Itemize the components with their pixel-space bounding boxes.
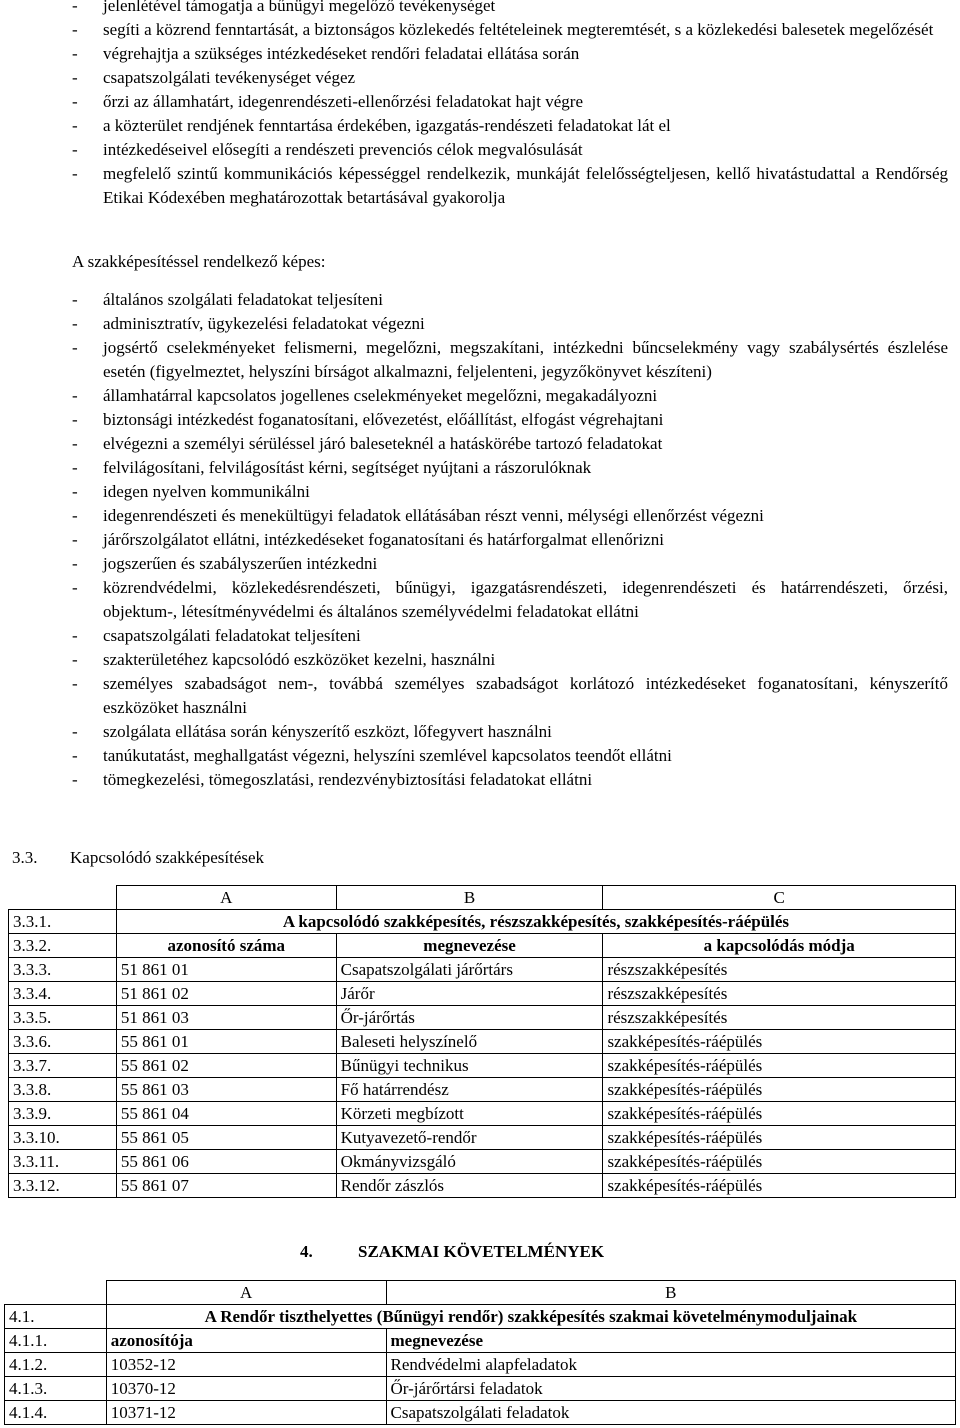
table-row: [9, 1078, 956, 1102]
column-letter-b: B: [386, 1281, 956, 1305]
list-item: - járőrszolgálatot ellátni, intézkedéseket foganatosítani és határforgalmat ellenőrizni: [72, 530, 664, 549]
row-number: 3.3.12.: [9, 1174, 117, 1198]
list-item: - végrehajtja a szükséges intézkedéseket rendőri feladatai ellátása során: [72, 44, 580, 63]
qualification-name: Őr-járőrtás: [336, 1006, 603, 1030]
module-id: 10352-12: [106, 1353, 386, 1377]
qualification-name: Fő határrendész: [336, 1078, 603, 1102]
module-name: Őr-járőrtársi feladatok: [386, 1377, 956, 1401]
list-item: - tanúkutatást, meghallgatást végezni, helyszíni szemlével kapcsolatos teendőt ellátni: [72, 746, 672, 765]
list-item: - csapatszolgálati tevékenységet végez: [72, 68, 356, 87]
list-item: - segíti a közrend fenntartását, a biztonságos közlekedés feltételeinek megteremtését, s a közlekedési balesetek megelőzését: [72, 20, 934, 39]
row-number: 4.1.3.: [5, 1377, 107, 1401]
qualification-id: 55 861 02: [116, 1054, 336, 1078]
section-number: 3.3.: [12, 848, 38, 867]
row-number: 3.3.7.: [9, 1054, 117, 1078]
table-row: [9, 1174, 956, 1198]
duties-list: [72, 0, 948, 210]
table-row: [5, 1353, 956, 1377]
table-title-row: [5, 1305, 956, 1329]
qualification-id: 55 861 01: [116, 1030, 336, 1054]
qualification-name: Okmányvizsgáló: [336, 1150, 603, 1174]
qualification-name: Baleseti helyszínelő: [336, 1030, 603, 1054]
list-item: - államhatárral kapcsolatos jogellenes cselekményeket megelőzni, megakadályozni: [72, 386, 658, 405]
section-title: Kapcsolódó szakképesítések: [70, 848, 265, 867]
capabilities-intro: A szakképesítéssel rendelkező képes:: [72, 252, 326, 271]
related-qualifications-table: [8, 885, 956, 1198]
table-row: [5, 1401, 956, 1425]
table-row: [9, 1006, 956, 1030]
table-title-row: [9, 910, 956, 934]
qualification-name: Körzeti megbízott: [336, 1102, 603, 1126]
table-row: [9, 958, 956, 982]
section-heading-4: [300, 1240, 604, 1264]
column-letter-a: A: [116, 886, 336, 910]
row-number: 3.3.9.: [9, 1102, 117, 1126]
module-requirements-table: [4, 1280, 956, 1425]
row-number: 4.1.: [5, 1305, 107, 1329]
row-number: 3.3.2.: [9, 934, 117, 958]
table-column-letters: [5, 1281, 956, 1305]
row-number: 3.3.8.: [9, 1078, 117, 1102]
column-header: azonosító száma: [116, 934, 336, 958]
table-row: [9, 1102, 956, 1126]
row-number: 3.3.4.: [9, 982, 117, 1006]
qualification-type: szakképesítés-ráépülés: [603, 1030, 956, 1054]
list-item: - idegen nyelven kommunikálni: [72, 482, 310, 501]
list-item: - tömegkezelési, tömegoszlatási, rendezvénybiztosítási feladatokat ellátni: [72, 770, 593, 789]
qualification-type: részszakképesítés: [603, 958, 956, 982]
qualification-id: 55 861 05: [116, 1126, 336, 1150]
row-number: 4.1.2.: [5, 1353, 107, 1377]
column-letter-b: B: [336, 886, 603, 910]
column-header: megnevezése: [386, 1329, 956, 1353]
list-item: - csapatszolgálati feladatokat teljesíteni: [72, 626, 361, 645]
table-cell: [9, 886, 117, 910]
row-number: 3.3.1.: [9, 910, 117, 934]
table-title: A Rendőr tiszthelyettes (Bűnügyi rendőr) szakképesítés szakmai követelménymoduljainak: [106, 1305, 955, 1329]
qualification-type: szakképesítés-ráépülés: [603, 1150, 956, 1174]
qualification-type: részszakképesítés: [603, 1006, 956, 1030]
row-number: 4.1.4.: [5, 1401, 107, 1425]
qualification-name: Bűnügyi technikus: [336, 1054, 603, 1078]
list-item: - elvégezni a személyi sérüléssel járó baleseteknél a hatáskörébe tartozó feladatokat: [72, 434, 663, 453]
list-item: - szakterületéhez kapcsolódó eszközöket kezelni, használni: [72, 650, 496, 669]
qualification-type: szakképesítés-ráépülés: [603, 1174, 956, 1198]
column-letter-a: A: [106, 1281, 386, 1305]
qualification-id: 51 861 02: [116, 982, 336, 1006]
table-row: [9, 1054, 956, 1078]
row-number: 4.1.1.: [5, 1329, 107, 1353]
qualification-name: Kutyavezető-rendőr: [336, 1126, 603, 1150]
row-number: 3.3.10.: [9, 1126, 117, 1150]
qualification-id: 55 861 06: [116, 1150, 336, 1174]
table-row: [9, 1030, 956, 1054]
capabilities-list: [72, 288, 948, 792]
row-number: 3.3.5.: [9, 1006, 117, 1030]
list-item: - közrendvédelmi, közlekedésrendészeti, bűnügyi, igazgatásrendészeti, idegenrendészeti és határrendészeti, őrzési, objektum-, létesítményvédelmi és általános személyvédelmi feladatokat ellátni: [72, 578, 948, 621]
list-item: - jogsértő cselekményeket felismerni, megelőzni, megszakítani, intézkedni bűncselekmény vagy szabálysértés észlelése esetén (figyelmeztet, helyszíni bírságot alkalmazni, feljelenteni, jegyzőkönyvet készíteni): [72, 338, 948, 381]
qualification-name: Járőr: [336, 982, 603, 1006]
qualification-type: szakképesítés-ráépülés: [603, 1078, 956, 1102]
table-row: [9, 1150, 956, 1174]
qualification-name: Rendőr zászlós: [336, 1174, 603, 1198]
module-id: 10371-12: [106, 1401, 386, 1425]
table-column-letters: [9, 886, 956, 910]
table-row: [9, 982, 956, 1006]
table-row: [5, 1377, 956, 1401]
qualification-type: szakképesítés-ráépülés: [603, 1054, 956, 1078]
table-row: [9, 1126, 956, 1150]
row-number: 3.3.11.: [9, 1150, 117, 1174]
list-item: - általános szolgálati feladatokat teljesíteni: [72, 290, 383, 309]
section-number: 4.: [300, 1242, 313, 1261]
column-letter-c: C: [603, 886, 956, 910]
module-name: Csapatszolgálati feladatok: [386, 1401, 956, 1425]
list-item: - adminisztratív, ügykezelési feladatokat végezni: [72, 314, 425, 333]
module-id: 10370-12: [106, 1377, 386, 1401]
list-item: - jogszerűen és szabályszerűen intézkedni: [72, 554, 378, 573]
column-header: azonosítója: [106, 1329, 386, 1353]
section-heading-3-3: [12, 846, 264, 870]
list-item: - intézkedéseivel elősegíti a rendészeti prevenciós célok megvalósulását: [72, 140, 583, 159]
row-number: 3.3.3.: [9, 958, 117, 982]
list-item: - idegenrendészeti és menekültügyi feladatok ellátásában részt venni, mélységi ellenőrzést végezni: [72, 506, 764, 525]
qualification-id: 55 861 04: [116, 1102, 336, 1126]
table-header-row: [5, 1329, 956, 1353]
list-item: - megfelelő szintű kommunikációs képességgel rendelkezik, munkáját felelősségteljesen, kellő hivatástudattal a Rendőrség Etikai Kódexében meghatározottak betartásával gyakorolja: [72, 164, 948, 207]
module-name: Rendvédelmi alapfeladatok: [386, 1353, 956, 1377]
table-title: A kapcsolódó szakképesítés, részszakképesítés, szakképesítés-ráépülés: [116, 910, 955, 934]
qualification-id: 51 861 03: [116, 1006, 336, 1030]
list-item: - felvilágosítani, felvilágosítást kérni, segítséget nyújtani a rászorulóknak: [72, 458, 592, 477]
list-item: - szolgálata ellátása során kényszerítő eszközt, lőfegyvert használni: [72, 722, 552, 741]
list-item: - őrzi az államhatárt, idegenrendészeti-ellenőrzési feladatokat hajt végre: [72, 92, 583, 111]
qualification-type: szakképesítés-ráépülés: [603, 1126, 956, 1150]
list-item: - személyes szabadságot nem-, továbbá személyes szabadságot korlátozó intézkedéseket foganatosítani, kényszerítő eszközöket használni: [72, 674, 948, 717]
list-item: - jelenlétével támogatja a bűnügyi megelőző tevékenységet: [72, 0, 496, 15]
qualification-id: 55 861 07: [116, 1174, 336, 1198]
qualification-type: részszakképesítés: [603, 982, 956, 1006]
qualification-name: Csapatszolgálati járőrtárs: [336, 958, 603, 982]
column-header: megnevezése: [336, 934, 603, 958]
section-title: SZAKMAI KÖVETELMÉNYEK: [358, 1242, 605, 1261]
column-header: a kapcsolódás módja: [603, 934, 956, 958]
qualification-type: szakképesítés-ráépülés: [603, 1102, 956, 1126]
row-number: 3.3.6.: [9, 1030, 117, 1054]
table-cell: [5, 1281, 107, 1305]
qualification-id: 51 861 01: [116, 958, 336, 982]
table-header-row: [9, 934, 956, 958]
qualification-id: 55 861 03: [116, 1078, 336, 1102]
list-item: - a közterület rendjének fenntartása érdekében, igazgatás-rendészeti feladatokat lát el: [72, 116, 671, 135]
list-item: - biztonsági intézkedést foganatosítani, elővezetést, előállítást, elfogást végrehajtani: [72, 410, 664, 429]
